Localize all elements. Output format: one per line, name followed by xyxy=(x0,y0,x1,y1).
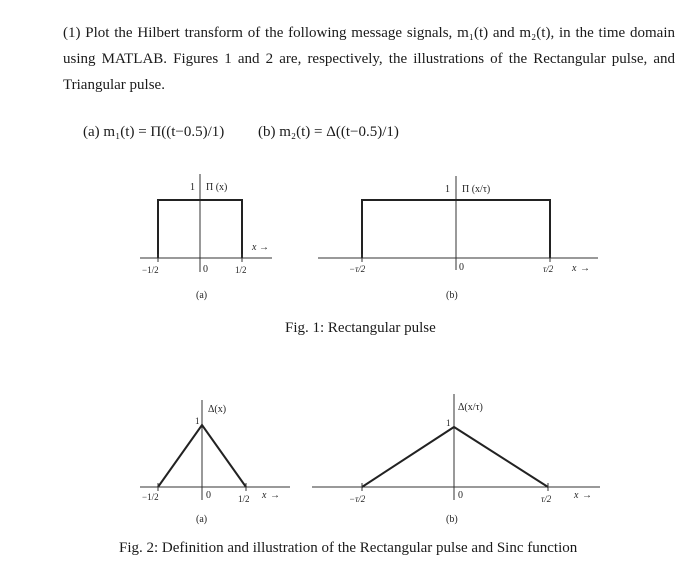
fig1-left-neg-label: −1/2 xyxy=(142,265,159,275)
fig2-left-one: 1 xyxy=(195,416,200,426)
fig1-right-axis-label: x xyxy=(572,263,577,274)
fig1-right-plot xyxy=(318,176,598,301)
fig1-right-one: 1 xyxy=(445,184,450,195)
fig1-right-zero: 0 xyxy=(459,262,464,273)
fig2-right-neg-label: −τ/2 xyxy=(349,494,366,504)
fig1-left-pos-label: 1/2 xyxy=(235,265,247,275)
fig1-left-plot xyxy=(140,174,272,301)
figure-1-caption: Fig. 1: Rectangular pulse xyxy=(285,320,436,336)
arrow-right-icon: → xyxy=(582,490,592,501)
fig1-right-neg-label: −τ/2 xyxy=(349,264,366,274)
fig2-left-neg-label: −1/2 xyxy=(142,492,159,502)
fig1-right-func-label: Π (x/τ) xyxy=(462,184,491,195)
part-a-signal: (a) m₁(t) = Π((t−0.5)/1) xyxy=(83,124,225,140)
fig2-left-pos-label: 1/2 xyxy=(238,494,250,504)
fig2-right-one: 1 xyxy=(446,418,451,428)
part-b-signal: (b) m₂(t) = Δ((t−0.5)/1) xyxy=(258,124,399,140)
problem-statement: (1) Plot the Hilbert transform of the following message signals, m₁(t) and m₂(t), in the time domain using MATLAB. Figures 1 and 2 are, respectively, the illustrations of the Rectangular pulse, and Triangular pulse. xyxy=(63,25,675,93)
fig2-left-sub: (a) xyxy=(196,514,208,525)
fig2-left-plot xyxy=(140,400,290,525)
fig2-right-pos-label: τ/2 xyxy=(541,494,552,504)
fig1-left-sub: (a) xyxy=(196,290,208,301)
fig2-right-axis-label: x xyxy=(574,490,579,501)
fig2-left-zero: 0 xyxy=(206,490,211,501)
arrow-right-icon: → xyxy=(580,263,590,274)
fig1-right-pos-label: τ/2 xyxy=(543,264,554,274)
arrow-right-icon: → xyxy=(270,490,280,501)
figure-2-caption: Fig. 2: Definition and illustration of the Rectangular pulse and Sinc function xyxy=(119,540,578,556)
fig2-left-func-label: Δ(x) xyxy=(208,404,227,415)
fig1-left-axis-label: x xyxy=(252,242,257,253)
fig2-right-func-label: Δ(x/τ) xyxy=(458,402,483,413)
figure-2 xyxy=(0,340,700,540)
fig2-left-axis-label: x xyxy=(262,490,267,501)
fig1-right-sub: (b) xyxy=(446,290,458,301)
fig2-right-plot xyxy=(312,394,600,525)
fig2-right-zero: 0 xyxy=(458,490,463,501)
arrow-right-icon: → xyxy=(259,242,269,253)
fig1-left-func-label: Π (x) xyxy=(206,182,228,193)
fig2-right-triangle-pulse xyxy=(362,427,548,487)
fig1-left-one: 1 xyxy=(190,182,195,193)
fig1-left-zero: 0 xyxy=(203,264,208,275)
fig2-right-sub: (b) xyxy=(446,514,458,525)
